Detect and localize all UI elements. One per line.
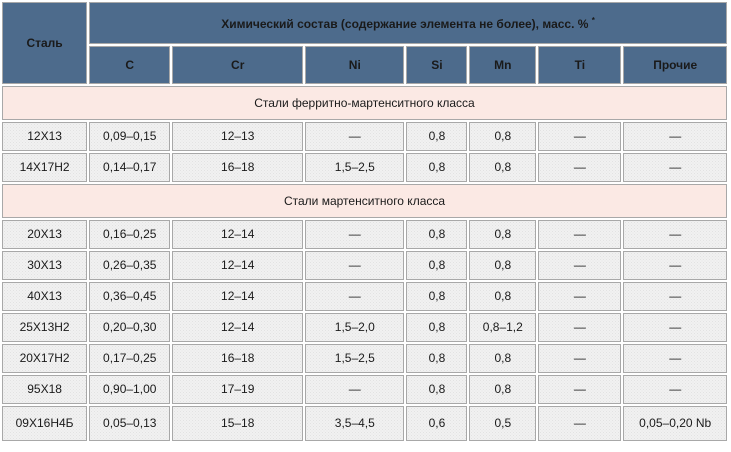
nickel-value: 1,5–2,5 bbox=[334, 351, 375, 365]
chromium-value: 12–13 bbox=[221, 129, 255, 143]
nickel-value: — bbox=[348, 129, 361, 143]
nickel-cell bbox=[305, 406, 404, 441]
silicon-value: 0,8 bbox=[428, 382, 446, 396]
other-cell bbox=[623, 153, 727, 182]
column-header-ti: Ti bbox=[538, 46, 621, 84]
nickel-value: 3,5–4,5 bbox=[334, 416, 375, 430]
carbon-value: 0,20–0,30 bbox=[103, 320, 157, 334]
column-header-cr: Cr bbox=[172, 46, 303, 84]
manganese-cell bbox=[469, 122, 536, 151]
silicon-cell bbox=[406, 313, 467, 342]
other-value: — bbox=[669, 258, 682, 272]
chromium-cell bbox=[172, 406, 303, 441]
steel-grade: 40Х13 bbox=[27, 289, 62, 303]
titanium-cell bbox=[538, 251, 621, 280]
carbon-value: 0,36–0,45 bbox=[103, 289, 157, 303]
steel-column-header: Сталь bbox=[2, 2, 87, 84]
silicon-cell bbox=[406, 375, 467, 404]
silicon-value: 0,6 bbox=[428, 416, 446, 430]
carbon-value: 0,90–1,00 bbox=[103, 382, 157, 396]
titanium-value: — bbox=[573, 416, 586, 430]
chromium-cell bbox=[172, 344, 303, 373]
manganese-cell bbox=[469, 344, 536, 373]
other-value: — bbox=[669, 160, 682, 174]
chromium-value: 12–14 bbox=[221, 227, 255, 241]
chromium-cell bbox=[172, 220, 303, 249]
nickel-cell bbox=[305, 375, 404, 404]
footnote-mark: * bbox=[591, 15, 595, 25]
other-value: — bbox=[669, 289, 682, 303]
chromium-value: 17–19 bbox=[221, 382, 255, 396]
silicon-value: 0,8 bbox=[428, 289, 446, 303]
steel-grade-cell bbox=[2, 122, 87, 151]
manganese-cell bbox=[469, 282, 536, 311]
silicon-cell bbox=[406, 344, 467, 373]
other-cell bbox=[623, 313, 727, 342]
manganese-cell bbox=[469, 375, 536, 404]
other-cell bbox=[623, 122, 727, 151]
carbon-value: 0,16–0,25 bbox=[103, 227, 157, 241]
carbon-value: 0,26–0,35 bbox=[103, 258, 157, 272]
manganese-value: 0,8 bbox=[494, 258, 512, 272]
carbon-cell bbox=[89, 251, 170, 280]
carbon-cell bbox=[89, 313, 170, 342]
steel-grade-cell bbox=[2, 313, 87, 342]
chromium-cell bbox=[172, 282, 303, 311]
chromium-cell bbox=[172, 153, 303, 182]
nickel-value: 1,5–2,5 bbox=[334, 160, 375, 174]
manganese-value: 0,8 bbox=[494, 382, 512, 396]
nickel-value: 1,5–2,0 bbox=[334, 320, 375, 334]
manganese-cell bbox=[469, 251, 536, 280]
manganese-value: 0,8–1,2 bbox=[482, 320, 523, 334]
group-title: Стали ферритно-мартенситного класса bbox=[2, 86, 727, 120]
chromium-value: 12–14 bbox=[221, 320, 255, 334]
chromium-cell bbox=[172, 122, 303, 151]
column-header-other: Прочие bbox=[623, 46, 727, 84]
steel-grade-cell bbox=[2, 406, 87, 441]
chromium-value: 12–14 bbox=[221, 289, 255, 303]
other-cell bbox=[623, 375, 727, 404]
chromium-value: 15–18 bbox=[221, 416, 255, 430]
nickel-value: — bbox=[348, 258, 361, 272]
titanium-value: — bbox=[573, 129, 586, 143]
steel-grade: 25Х13Н2 bbox=[19, 320, 70, 334]
steel-grade-cell bbox=[2, 344, 87, 373]
carbon-cell bbox=[89, 282, 170, 311]
steel-grade-cell bbox=[2, 282, 87, 311]
titanium-cell bbox=[538, 406, 621, 441]
chromium-value: 12–14 bbox=[221, 258, 255, 272]
chromium-cell bbox=[172, 313, 303, 342]
titanium-value: — bbox=[573, 227, 586, 241]
silicon-cell bbox=[406, 406, 467, 441]
steel-grade: 20Х13 bbox=[27, 227, 62, 241]
silicon-value: 0,8 bbox=[428, 258, 446, 272]
titanium-cell bbox=[538, 122, 621, 151]
silicon-value: 0,8 bbox=[428, 160, 446, 174]
manganese-cell bbox=[469, 406, 536, 441]
carbon-cell bbox=[89, 153, 170, 182]
carbon-value: 0,14–0,17 bbox=[103, 160, 157, 174]
steel-grade: 12Х13 bbox=[27, 129, 62, 143]
titanium-value: — bbox=[573, 258, 586, 272]
carbon-cell bbox=[89, 344, 170, 373]
nickel-cell bbox=[305, 313, 404, 342]
silicon-value: 0,8 bbox=[428, 351, 446, 365]
manganese-cell bbox=[469, 313, 536, 342]
titanium-cell bbox=[538, 344, 621, 373]
steel-grade: 14Х17Н2 bbox=[19, 160, 70, 174]
chromium-value: 16–18 bbox=[221, 351, 255, 365]
manganese-value: 0,8 bbox=[494, 160, 512, 174]
steel-grade-cell bbox=[2, 153, 87, 182]
steel-grade: 95Х18 bbox=[27, 382, 62, 396]
other-cell bbox=[623, 251, 727, 280]
manganese-value: 0,8 bbox=[494, 227, 512, 241]
manganese-cell bbox=[469, 153, 536, 182]
chromium-cell bbox=[172, 251, 303, 280]
titanium-value: — bbox=[573, 160, 586, 174]
nickel-cell bbox=[305, 153, 404, 182]
other-cell bbox=[623, 344, 727, 373]
composition-title-text: Химический состав (содержание элемента не более), масс. % bbox=[221, 16, 589, 31]
titanium-value: — bbox=[573, 320, 586, 334]
silicon-cell bbox=[406, 282, 467, 311]
nickel-value: — bbox=[348, 382, 361, 396]
titanium-value: — bbox=[573, 382, 586, 396]
other-value: — bbox=[669, 227, 682, 241]
carbon-cell bbox=[89, 375, 170, 404]
nickel-cell bbox=[305, 344, 404, 373]
carbon-cell bbox=[89, 406, 170, 441]
carbon-value: 0,09–0,15 bbox=[103, 129, 157, 143]
steel-grade: 09Х16Н4Б bbox=[15, 416, 74, 430]
chromium-cell bbox=[172, 375, 303, 404]
manganese-value: 0,8 bbox=[494, 129, 512, 143]
titanium-value: — bbox=[573, 289, 586, 303]
column-header-mn: Mn bbox=[469, 46, 536, 84]
manganese-value: 0,8 bbox=[494, 289, 512, 303]
silicon-value: 0,8 bbox=[428, 320, 446, 334]
manganese-value: 0,5 bbox=[494, 416, 512, 430]
other-cell bbox=[623, 220, 727, 249]
carbon-value: 0,17–0,25 bbox=[103, 351, 157, 365]
other-value: — bbox=[669, 382, 682, 396]
other-value: — bbox=[669, 351, 682, 365]
column-header-si: Si bbox=[406, 46, 467, 84]
other-value: — bbox=[669, 129, 682, 143]
silicon-cell bbox=[406, 122, 467, 151]
titanium-value: — bbox=[573, 351, 586, 365]
manganese-cell bbox=[469, 220, 536, 249]
carbon-cell bbox=[89, 122, 170, 151]
silicon-cell bbox=[406, 251, 467, 280]
column-header-ni: Ni bbox=[305, 46, 404, 84]
titanium-cell bbox=[538, 153, 621, 182]
nickel-value: — bbox=[348, 227, 361, 241]
carbon-value: 0,05–0,13 bbox=[103, 416, 157, 430]
nickel-cell bbox=[305, 122, 404, 151]
titanium-cell bbox=[538, 282, 621, 311]
steel-grade-cell bbox=[2, 251, 87, 280]
titanium-cell bbox=[538, 375, 621, 404]
silicon-cell bbox=[406, 153, 467, 182]
other-value: — bbox=[669, 320, 682, 334]
nickel-cell bbox=[305, 251, 404, 280]
steel-grade: 30Х13 bbox=[27, 258, 62, 272]
column-header-c: C bbox=[89, 46, 170, 84]
group-title: Стали мартенситного класса bbox=[2, 184, 727, 218]
titanium-cell bbox=[538, 313, 621, 342]
titanium-cell bbox=[538, 220, 621, 249]
silicon-cell bbox=[406, 220, 467, 249]
steel-grade-cell bbox=[2, 375, 87, 404]
nickel-cell bbox=[305, 282, 404, 311]
composition-title bbox=[89, 2, 727, 44]
other-value: 0,05–0,20 Nb bbox=[639, 416, 712, 430]
other-cell bbox=[623, 282, 727, 311]
manganese-value: 0,8 bbox=[494, 351, 512, 365]
carbon-cell bbox=[89, 220, 170, 249]
other-cell bbox=[623, 406, 727, 441]
steel-grade-cell bbox=[2, 220, 87, 249]
chromium-value: 16–18 bbox=[221, 160, 255, 174]
silicon-value: 0,8 bbox=[428, 227, 446, 241]
nickel-value: — bbox=[348, 289, 361, 303]
steel-grade: 20Х17Н2 bbox=[19, 351, 70, 365]
silicon-value: 0,8 bbox=[428, 129, 446, 143]
nickel-cell bbox=[305, 220, 404, 249]
